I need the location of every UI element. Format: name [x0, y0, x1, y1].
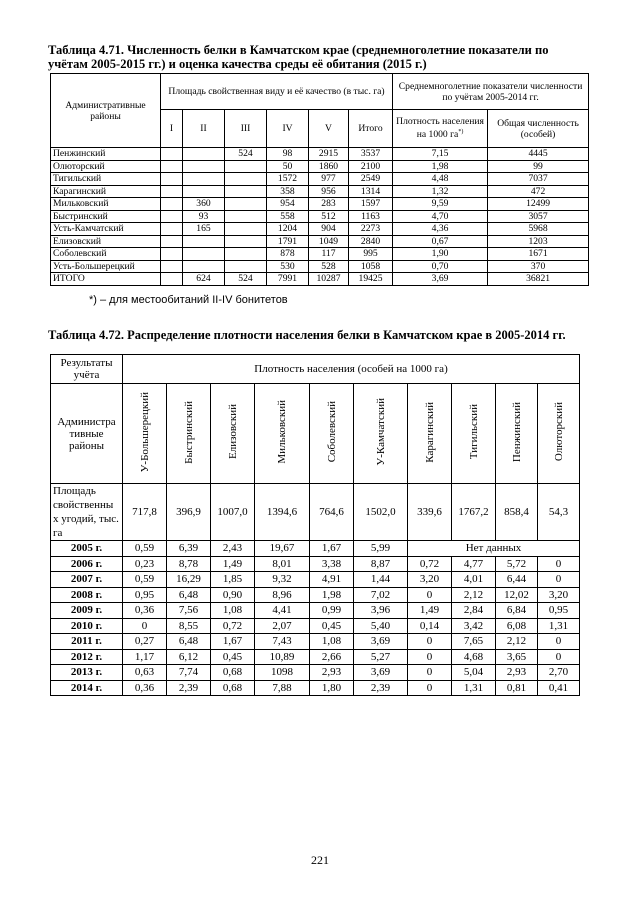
area-value: 1767,2 — [452, 484, 496, 541]
density-value: 6,12 — [167, 649, 211, 665]
year-row — [51, 618, 580, 634]
district-header — [211, 384, 255, 484]
density-value: 0,72 — [211, 618, 255, 634]
density-value: 7,74 — [167, 665, 211, 681]
table-row — [51, 273, 589, 286]
table-cell: 1204 — [267, 223, 309, 236]
density-value: 0,59 — [123, 541, 167, 557]
table-cell: 4,36 — [393, 223, 488, 236]
table-row — [51, 210, 589, 223]
district-header — [408, 384, 452, 484]
density-value: 0 — [408, 649, 452, 665]
table-cell: 904 — [309, 223, 349, 236]
col-header: Итого — [349, 110, 393, 148]
density-value: 1,80 — [310, 680, 354, 696]
table-cell: 99 — [488, 160, 589, 173]
density-value: 1,67 — [211, 634, 255, 650]
density-value: 1,08 — [310, 634, 354, 650]
density-value: 12,02 — [496, 587, 538, 603]
table-cell: 1203 — [488, 235, 589, 248]
table-cell: 50 — [267, 160, 309, 173]
density-value: 2,39 — [354, 680, 408, 696]
year-cell: 2013 г. — [51, 665, 123, 681]
area-value: 54,3 — [538, 484, 580, 541]
density-value: 0 — [538, 634, 580, 650]
density-value: 0 — [123, 618, 167, 634]
density-value: 2,70 — [538, 665, 580, 681]
table-row — [51, 185, 589, 198]
density-value: 0,99 — [310, 603, 354, 619]
density-value: 9,32 — [255, 572, 310, 588]
density-value: 0 — [408, 634, 452, 650]
table-cell — [183, 160, 225, 173]
density-value: 10,89 — [255, 649, 310, 665]
table-cell: 1860 — [309, 160, 349, 173]
density-value: 1098 — [255, 665, 310, 681]
density-value: 0,41 — [538, 680, 580, 696]
table-cell: 358 — [267, 185, 309, 198]
district-header — [538, 384, 580, 484]
area-value: 1394,6 — [255, 484, 310, 541]
density-value: 0 — [408, 665, 452, 681]
table-row — [51, 235, 589, 248]
table-cell: 1,90 — [393, 248, 488, 261]
district-label: У-Большерецкий — [138, 391, 151, 473]
density-value: 3,38 — [310, 556, 354, 572]
no-data-cell: Нет данных — [408, 541, 580, 557]
density-value: 2,12 — [496, 634, 538, 650]
density-value: 0 — [538, 649, 580, 665]
table-cell: 3537 — [349, 148, 393, 161]
density-value: 7,56 — [167, 603, 211, 619]
density-value: 0,68 — [211, 680, 255, 696]
area-value: 764,6 — [310, 484, 354, 541]
table-cell — [161, 148, 183, 161]
table-cell: 3,69 — [393, 273, 488, 286]
district-name: Пенжинский — [51, 148, 161, 161]
table-cell: 0,67 — [393, 235, 488, 248]
density-value: 6,44 — [496, 572, 538, 588]
district-header — [310, 384, 354, 484]
density-value: 4,91 — [310, 572, 354, 588]
table-row — [51, 160, 589, 173]
density-value: 0,95 — [123, 587, 167, 603]
table-cell — [183, 248, 225, 261]
table-row — [51, 260, 589, 273]
density-value: 0,36 — [123, 680, 167, 696]
table-row — [51, 223, 589, 236]
year-cell: 2012 г. — [51, 649, 123, 665]
table-cell: 7991 — [267, 273, 309, 286]
table-cell: 1314 — [349, 185, 393, 198]
density-value: 6,48 — [167, 587, 211, 603]
density-value: 0 — [408, 587, 452, 603]
table-cell — [161, 273, 183, 286]
year-cell: 2007 г. — [51, 572, 123, 588]
table-cell — [183, 148, 225, 161]
year-row — [51, 665, 580, 681]
density-value: 1,85 — [211, 572, 255, 588]
density-group-header: Плотность населения (особей на 1000 га) — [123, 355, 580, 384]
total-count-header: Общая численность (особей) — [488, 110, 589, 148]
density-value: 6,08 — [496, 618, 538, 634]
density-value: 1,67 — [310, 541, 354, 557]
density-value: 1,31 — [538, 618, 580, 634]
area-group-header: Площадь свойственная виду и её качество (в тыс. га) — [161, 74, 393, 110]
density-value: 1,49 — [211, 556, 255, 572]
table-cell: 1671 — [488, 248, 589, 261]
table1-title: Таблица 4.71. Численность белки в Камчатском крае (среднемноголетние показатели по учётам 2005-2015 гг.) и оценка качества среды её обитания (2015 г.) — [48, 43, 549, 71]
table-cell: 472 — [488, 185, 589, 198]
district-name: Тигильский — [51, 173, 161, 186]
table-cell — [225, 198, 267, 211]
table-cell — [225, 160, 267, 173]
density-value: 4,01 — [452, 572, 496, 588]
table-cell: 2273 — [349, 223, 393, 236]
density-value: 3,69 — [354, 665, 408, 681]
density-value: 3,96 — [354, 603, 408, 619]
table-cell: 954 — [267, 198, 309, 211]
density-value: 6,84 — [496, 603, 538, 619]
table-cell: 98 — [267, 148, 309, 161]
density-value: 8,78 — [167, 556, 211, 572]
density-value: 2,39 — [167, 680, 211, 696]
table-cell: 1058 — [349, 260, 393, 273]
density-value: 5,99 — [354, 541, 408, 557]
table-cell: 2840 — [349, 235, 393, 248]
density-value: 19,67 — [255, 541, 310, 557]
density-value: 0 — [538, 556, 580, 572]
area-value: 396,9 — [167, 484, 211, 541]
table-cell: 624 — [183, 273, 225, 286]
density-value: 8,96 — [255, 587, 310, 603]
table-cell: 2915 — [309, 148, 349, 161]
density-value: 1,49 — [408, 603, 452, 619]
table-cell — [183, 235, 225, 248]
table-cell — [183, 173, 225, 186]
district-name: Быстринский — [51, 210, 161, 223]
table-cell: 995 — [349, 248, 393, 261]
density-value: 5,72 — [496, 556, 538, 572]
table-cell: 7037 — [488, 173, 589, 186]
col-header: V — [309, 110, 349, 148]
table-cell — [225, 210, 267, 223]
table-cell: 524 — [225, 273, 267, 286]
year-row — [51, 634, 580, 650]
table-cell: 4445 — [488, 148, 589, 161]
table-cell — [161, 173, 183, 186]
density-value: 0,68 — [211, 665, 255, 681]
table-row — [51, 148, 589, 161]
density-value: 5,04 — [452, 665, 496, 681]
density-value: 3,65 — [496, 649, 538, 665]
density-value: 0,90 — [211, 587, 255, 603]
district-label: Карагинский — [423, 401, 436, 463]
year-row — [51, 587, 580, 603]
admin-districts-header: Административные районы — [51, 74, 161, 148]
density-label: Плотность населения на 1000 га — [396, 116, 484, 141]
density-value: 6,39 — [167, 541, 211, 557]
density-value: 0 — [538, 572, 580, 588]
district-name: Усть-Большерецкий — [51, 260, 161, 273]
district-name: Елизовский — [51, 235, 161, 248]
year-cell: 2009 г. — [51, 603, 123, 619]
table-cell: 165 — [183, 223, 225, 236]
district-name: Олюторский — [51, 160, 161, 173]
density-value: 16,29 — [167, 572, 211, 588]
table-cell: 530 — [267, 260, 309, 273]
district-label: Быстринский — [182, 400, 195, 464]
density-value: 7,88 — [255, 680, 310, 696]
table-cell — [225, 173, 267, 186]
admin-header: Администра тивные районы — [51, 384, 123, 484]
district-name: ИТОГО — [51, 273, 161, 286]
density-footnote-mark: *) — [458, 129, 464, 136]
table-cell: 2100 — [349, 160, 393, 173]
table-cell: 1,32 — [393, 185, 488, 198]
area-value: 1502,0 — [354, 484, 408, 541]
density-value: 5,40 — [354, 618, 408, 634]
district-label: Тигильский — [467, 404, 480, 460]
year-row — [51, 556, 580, 572]
table-cell: 370 — [488, 260, 589, 273]
table-cell — [161, 160, 183, 173]
district-label: Олюторский — [552, 402, 565, 462]
density-value: 2,12 — [452, 587, 496, 603]
district-name: Усть-Камчатский — [51, 223, 161, 236]
table-row — [51, 173, 589, 186]
col-header: I — [161, 110, 183, 148]
table-cell: 4,48 — [393, 173, 488, 186]
table-cell — [161, 248, 183, 261]
area-value: 858,4 — [496, 484, 538, 541]
district-label: Соболевский — [325, 401, 338, 463]
table-cell: 512 — [309, 210, 349, 223]
year-row — [51, 603, 580, 619]
table-cell: 558 — [267, 210, 309, 223]
table-cell: 117 — [309, 248, 349, 261]
table-cell: 283 — [309, 198, 349, 211]
year-row — [51, 680, 580, 696]
table-cell: 36821 — [488, 273, 589, 286]
col-header: II — [183, 110, 225, 148]
density-value: 2,07 — [255, 618, 310, 634]
density-value: 7,43 — [255, 634, 310, 650]
table-cell — [161, 198, 183, 211]
table-cell: 1049 — [309, 235, 349, 248]
density-value: 6,48 — [167, 634, 211, 650]
district-name: Мильковский — [51, 198, 161, 211]
table-cell: 1597 — [349, 198, 393, 211]
table-cell: 360 — [183, 198, 225, 211]
table-cell — [225, 260, 267, 273]
table-cell: 4,70 — [393, 210, 488, 223]
density-value: 0,36 — [123, 603, 167, 619]
density-value: 2,93 — [310, 665, 354, 681]
district-name: Карагинский — [51, 185, 161, 198]
table-cell: 2549 — [349, 173, 393, 186]
table-cell: 0,70 — [393, 260, 488, 273]
density-value: 0,45 — [310, 618, 354, 634]
density-value: 8,55 — [167, 618, 211, 634]
density-value: 8,01 — [255, 556, 310, 572]
district-label: Елизовский — [226, 404, 239, 460]
density-value: 8,87 — [354, 556, 408, 572]
table-cell: 1163 — [349, 210, 393, 223]
density-value: 1,98 — [310, 587, 354, 603]
density-value: 0,72 — [408, 556, 452, 572]
table-cell: 1791 — [267, 235, 309, 248]
district-header — [167, 384, 211, 484]
table-cell — [183, 260, 225, 273]
table-squirrel-abundance — [50, 73, 589, 286]
density-value: 4,41 — [255, 603, 310, 619]
density-value: 1,44 — [354, 572, 408, 588]
table-cell: 528 — [309, 260, 349, 273]
area-label: Площадь свойственны х угодий, тыс. га — [51, 484, 123, 541]
table-cell: 3057 — [488, 210, 589, 223]
density-value: 1,08 — [211, 603, 255, 619]
table-cell — [183, 185, 225, 198]
density-value: 3,69 — [354, 634, 408, 650]
district-header — [452, 384, 496, 484]
year-cell: 2006 г. — [51, 556, 123, 572]
density-value: 0,45 — [211, 649, 255, 665]
area-value: 339,6 — [408, 484, 452, 541]
results-header: Результаты учёта — [51, 355, 123, 384]
density-value: 1,17 — [123, 649, 167, 665]
district-name: Соболевский — [51, 248, 161, 261]
table-cell — [225, 223, 267, 236]
page-number: 221 — [311, 853, 329, 867]
density-value: 5,27 — [354, 649, 408, 665]
density-value: 0,95 — [538, 603, 580, 619]
table2-title: Таблица 4.72. Распределение плотности населения белки в Камчатском крае в 2005-2014 гг. — [48, 328, 566, 342]
table-cell: 12499 — [488, 198, 589, 211]
table-cell — [225, 235, 267, 248]
table-cell — [161, 185, 183, 198]
density-value: 1,31 — [452, 680, 496, 696]
year-row — [51, 572, 580, 588]
density-value: 3,20 — [408, 572, 452, 588]
year-cell: 2010 г. — [51, 618, 123, 634]
table-cell — [225, 185, 267, 198]
table-cell: 93 — [183, 210, 225, 223]
district-label: Пенжинский — [510, 401, 523, 463]
col-header: IV — [267, 110, 309, 148]
year-cell: 2011 г. — [51, 634, 123, 650]
density-value: 2,43 — [211, 541, 255, 557]
table-cell: 956 — [309, 185, 349, 198]
density-value: 0,81 — [496, 680, 538, 696]
table-row — [51, 198, 589, 211]
table-cell: 1,98 — [393, 160, 488, 173]
district-label: У-Камчатский — [374, 398, 387, 466]
table-cell: 9,59 — [393, 198, 488, 211]
density-value: 3,42 — [452, 618, 496, 634]
table1-footnote: *) – для местообитаний II-IV бонитетов — [89, 294, 288, 306]
avg-group-header: Среднемноголетние показатели численности по учётам 2005-2014 гг. — [393, 74, 589, 110]
year-row — [51, 649, 580, 665]
area-value: 717,8 — [123, 484, 167, 541]
density-value: 0,27 — [123, 634, 167, 650]
density-value: 4,77 — [452, 556, 496, 572]
density-value: 3,20 — [538, 587, 580, 603]
year-cell: 2008 г. — [51, 587, 123, 603]
table-cell: 977 — [309, 173, 349, 186]
density-value: 0,14 — [408, 618, 452, 634]
table-cell: 878 — [267, 248, 309, 261]
district-header — [354, 384, 408, 484]
table-cell — [161, 260, 183, 273]
table-cell: 1572 — [267, 173, 309, 186]
density-value: 0,59 — [123, 572, 167, 588]
district-header — [123, 384, 167, 484]
year-cell: 2005 г. — [51, 541, 123, 557]
table-cell: 5968 — [488, 223, 589, 236]
district-header — [255, 384, 310, 484]
table-cell: 7,15 — [393, 148, 488, 161]
table-cell — [225, 248, 267, 261]
density-value: 0,23 — [123, 556, 167, 572]
table-row — [51, 248, 589, 261]
table-cell: 524 — [225, 148, 267, 161]
density-header — [393, 110, 488, 148]
density-value: 2,93 — [496, 665, 538, 681]
density-value: 0,63 — [123, 665, 167, 681]
col-header: III — [225, 110, 267, 148]
table-cell — [161, 223, 183, 236]
area-value: 1007,0 — [211, 484, 255, 541]
table-cell: 10287 — [309, 273, 349, 286]
density-value: 7,65 — [452, 634, 496, 650]
table-density-by-year — [50, 354, 580, 696]
density-value: 0 — [408, 680, 452, 696]
district-label: Мильковский — [276, 400, 288, 464]
table-cell: 19425 — [349, 273, 393, 286]
density-value: 7,02 — [354, 587, 408, 603]
table-cell — [161, 235, 183, 248]
district-header — [496, 384, 538, 484]
density-value: 2,66 — [310, 649, 354, 665]
table-cell — [161, 210, 183, 223]
density-value: 2,84 — [452, 603, 496, 619]
density-value: 4,68 — [452, 649, 496, 665]
year-cell: 2014 г. — [51, 680, 123, 696]
